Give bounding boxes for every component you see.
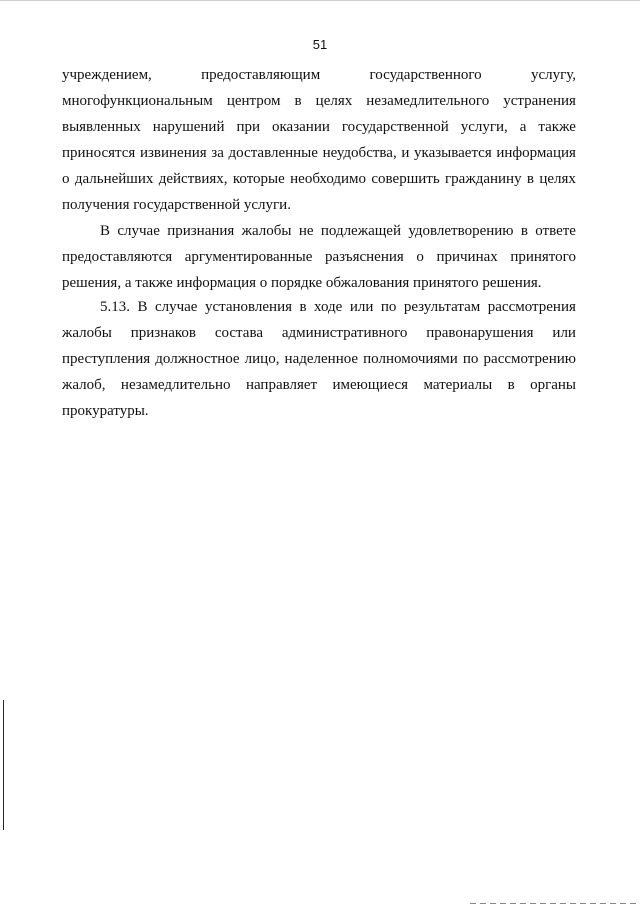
word: органы [530,377,576,393]
word: по [462,351,479,367]
word: совершить [371,171,440,187]
word: жалоб, [62,377,106,393]
word: целях [315,93,353,109]
word: многофункциональным [62,93,213,109]
word: аргументированные [184,249,313,265]
word: направляет [245,377,318,393]
word: нарушений [152,119,225,135]
paragraph-1-line-3 [62,114,576,140]
word: жалобы [241,223,292,239]
word: или [349,299,374,315]
paragraph-2-line-3: решения, а также информация о порядке обжалования принятого решения. [62,275,542,291]
word: должностное [155,351,240,367]
word: в [299,299,307,315]
word: разъяснения [325,249,404,265]
word: наделенное [284,351,359,367]
scan-edge-top [0,0,640,1]
word: приносятся [62,145,136,161]
word: В [100,223,111,239]
paragraph-1-line-5 [62,166,576,192]
word: гражданину [445,171,522,187]
scan-edge-left [3,700,4,830]
word: а [519,119,527,135]
word: которые [232,171,285,187]
word: в [294,93,302,109]
word: рассмотрению [483,351,576,367]
word: полномочиями [363,351,458,367]
word: признаков [130,325,196,341]
word: о [416,249,424,265]
word: в [520,223,528,239]
word: или [552,325,576,341]
word: устранения [503,93,576,109]
word: 5.13. [100,299,130,315]
word: принятого [510,249,576,265]
word: в [507,377,515,393]
paragraph-1-line-6: получения государственной услуги. [62,197,291,213]
word: и [401,145,410,161]
word: подлежащей [320,223,401,239]
paragraph-2 [62,218,576,296]
paragraph-2-line-2 [62,244,576,270]
word: в [526,171,535,187]
word: административного [281,325,408,341]
word: удовлетворению [408,223,514,239]
word: состава [214,325,263,341]
word: доставленные [228,145,318,161]
word: извинения [139,145,207,161]
word: установления [204,299,293,315]
paragraph-3-line-5: прокуратуры. [62,403,149,419]
word: необходимо [290,171,367,187]
word: В [137,299,148,315]
paragraph-3-line-3 [62,346,576,372]
word: случае [154,299,198,315]
word: предоставляющим [201,67,321,83]
word: неудобства, [322,145,397,161]
word: услугу, [530,67,576,83]
word: центром [226,93,281,109]
paragraph-3-line-4 [62,372,576,398]
paragraph-3-line-2 [62,320,576,346]
paragraph-3-line-1 [62,294,576,320]
word: незамедлительно [120,377,231,393]
word: материалы [423,377,493,393]
word: преступления [62,351,151,367]
word: ответе [535,223,576,239]
word: государственного [369,67,482,83]
word: также [538,119,576,135]
paragraph-1 [62,62,576,218]
word: за [211,145,224,161]
word: по [380,299,397,315]
word: государственной [341,119,449,135]
word: незамедлительного [366,93,490,109]
word: результатам [403,299,481,315]
word: не [298,223,314,239]
paragraph-1-line-4 [62,140,576,166]
word: оказании [271,119,330,135]
word: признания [167,223,235,239]
word: предоставляются [62,249,173,265]
word: целях [539,171,576,187]
paragraph-5-13 [62,294,576,424]
word: указывается [414,145,492,161]
word: услуги, [460,119,508,135]
word: жалобы [62,325,112,341]
word: дальнейших [74,171,154,187]
paragraph-2-line-1 [62,218,576,244]
paragraph-1-line-1 [62,62,576,88]
page-number: 51 [312,37,328,52]
word: информация [496,145,576,161]
word: при [236,119,261,135]
word: учреждением, [62,67,152,83]
word: лицо, [244,351,280,367]
word: случае [117,223,160,239]
scan-edge-bottom [470,903,640,904]
word: правонарушения [426,325,534,341]
word: о [62,171,70,187]
paragraph-1-line-2 [62,88,576,114]
word: рассмотрения [487,299,576,315]
word: имеющиеся [332,377,409,393]
word: причинах [436,249,498,265]
word: действиях, [158,171,228,187]
word: ходе [314,299,343,315]
word: выявленных [62,119,141,135]
